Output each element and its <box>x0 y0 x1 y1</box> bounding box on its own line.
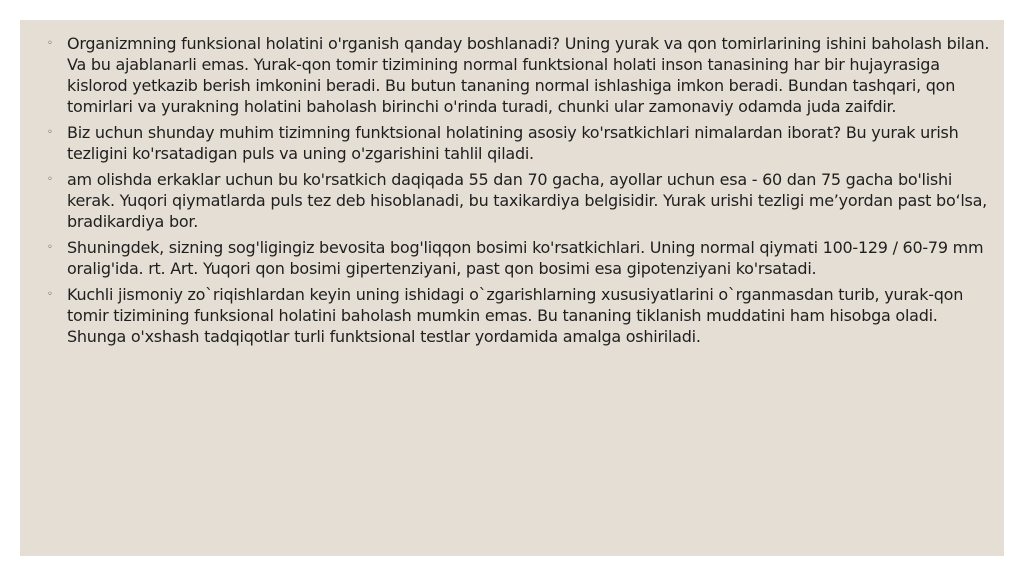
bullet-text: Kuchli jismoniy zo`riqishlardan keyin uning ishidagi o`zgarishlarning xususiyatlarini o`rganmasdan turib, yurak-qon tomir tizimining funksional holatini baholash mumkin emas. Bu tananing tiklanish muddatini ham hisobga oladi. Shunga o'xshash tadqiqotlar turli funktsional testlar yordamida amalga oshiriladi. <box>67 285 964 346</box>
bullet-text: Shuningdek, sizning sog'ligingiz bevosita bog'liqqon bosimi ko'rsatkichlari. Uning normal qiymati 100-129 / 60-79 mm oralig'ida. rt. Art. Yuqori qon bosimi gipertenziyani, past qon bosimi esa gipotenziyani ko'rsatadi. <box>67 238 984 278</box>
bullet-item <box>47 122 999 164</box>
bullet-item <box>47 237 999 279</box>
bullet-text: am olishda erkaklar uchun bu ko'rsatkich daqiqada 55 dan 70 gacha, ayollar uchun esa - 60 dan 75 gacha bo'lishi kerak. Yuqori qiymatlarda puls tez deb hisoblanadi, bu taxikardiya belgisidir. Yurak urishi tezligi me’yordan past bo‘lsa, bradikardiya bor. <box>67 170 987 231</box>
bullet-list <box>47 33 999 352</box>
bullet-marker-icon: ◦ <box>47 289 53 300</box>
bullet-marker-icon: ◦ <box>47 174 53 185</box>
bullet-marker-icon: ◦ <box>47 38 53 49</box>
bullet-item <box>47 284 999 347</box>
bullet-item <box>47 33 999 117</box>
bullet-text: Organizmning funksional holatini o'rganish qanday boshlanadi? Uning yurak va qon tomirlarining ishini baholash bilan. Va bu ajablanarli emas. Yurak-qon tomir tizimining normal funktsional holati inson tanasining har bir hujayrasiga kislorod yetkazib berish imkonini beradi. Bu butun tananing normal ishlashiga imkon beradi. Bundan tashqari, qon tomirlari va yurakning holatini baholash birinchi o'rinda turadi, chunki ular zamonaviy odamda juda zaifdir. <box>67 34 990 116</box>
bullet-text: Biz uchun shunday muhim tizimning funktsional holatining asosiy ko'rsatkichlari nimalardan iborat? Bu yurak urish tezligini ko'rsatadigan puls va uning o'zgarishini tahlil qiladi. <box>67 123 959 163</box>
bullet-marker-icon: ◦ <box>47 242 53 253</box>
bullet-item <box>47 169 999 232</box>
slide <box>20 20 1004 556</box>
bullet-marker-icon: ◦ <box>47 127 53 138</box>
